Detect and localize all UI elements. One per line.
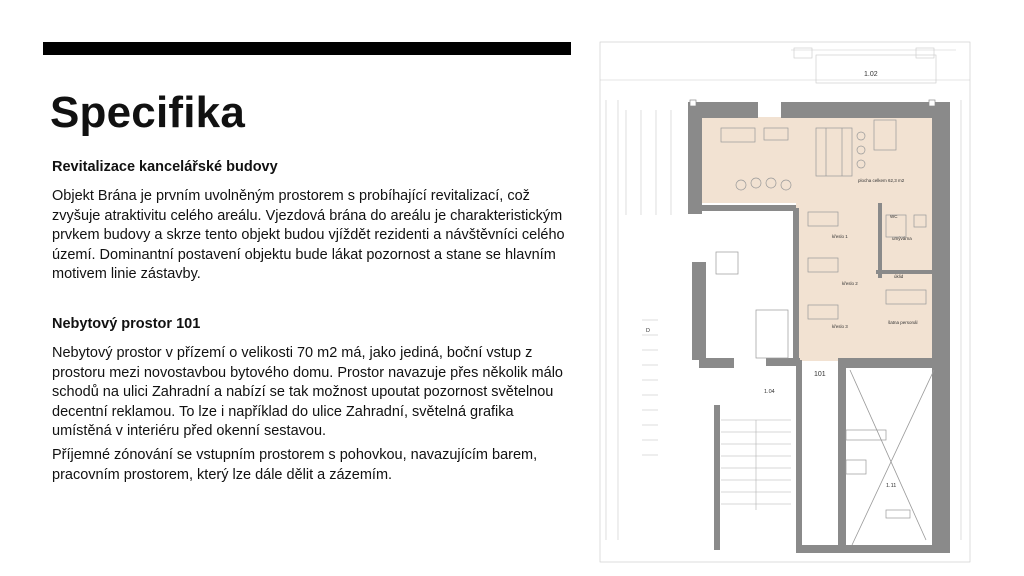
text-content [52,158,577,489]
wc-label: WC [890,214,898,219]
top-bar [43,42,571,55]
desk-2-label: křeslo 2 [842,281,858,286]
room-104-label: 1.04 [764,389,775,395]
room-label-102: 1.02 [864,71,878,78]
desk-3-label: křeslo 3 [832,324,848,329]
section-heading-revitalization: Revitalizace kancelářské budovy [52,159,278,175]
page-title: Specifika [50,88,246,137]
section-paragraph-revitalization: Objekt Brána je prvním uvolněným prostorem s probíhající revitalizací, což zvyšuje atraktivitu celého areálu. Vjezdová brána do areálu je charakteristickým prvkem budovy a skrze tento objekt budou vjíždět rezidenti a návštěvníci celého území. Dominantní postavení objektu bude lákat pozornost a stane se hlavním motivem linie zástavby. [52,188,565,283]
desk-1-label: křeslo 1 [832,234,848,239]
hall-label: úklid [894,274,904,279]
office-highlight [701,117,933,203]
section-heading-unit-101: Nebytový prostor 101 [52,315,201,332]
room-111-label: 1.11 [886,483,897,489]
staff-label: šatna personál [888,320,918,325]
section-paragraph-unit-101: Nebytový prostor v přízemí o velikosti 70 m2 má, jako jediná, boční vstup z prostoru mezi novostavbou bytového domu. Prostor navazuje přes několik málo schodů na ulici Zahradní a nabízí se tak možnost upoutat pozornost světelnou decentní reklamou. To lze i například do ulice Zahradní, světelná grafika umístěná v interiéru před okenní sestavou. [52,344,563,440]
section-paragraph-zoning: Příjemné zónování se vstupním prostorem s pohovkou, navazujícím barem, pracovním prostorem, který lze dále dělit a zázemím. [52,446,538,483]
floor-plan [596,40,974,564]
north-label: D [646,328,650,334]
area-total-label: plocha celkem 62,3 m2 [858,178,905,183]
washroom-label: umývárna [892,236,912,241]
unit-101-label: 101 [814,371,826,378]
office-highlight-lower [796,203,933,361]
